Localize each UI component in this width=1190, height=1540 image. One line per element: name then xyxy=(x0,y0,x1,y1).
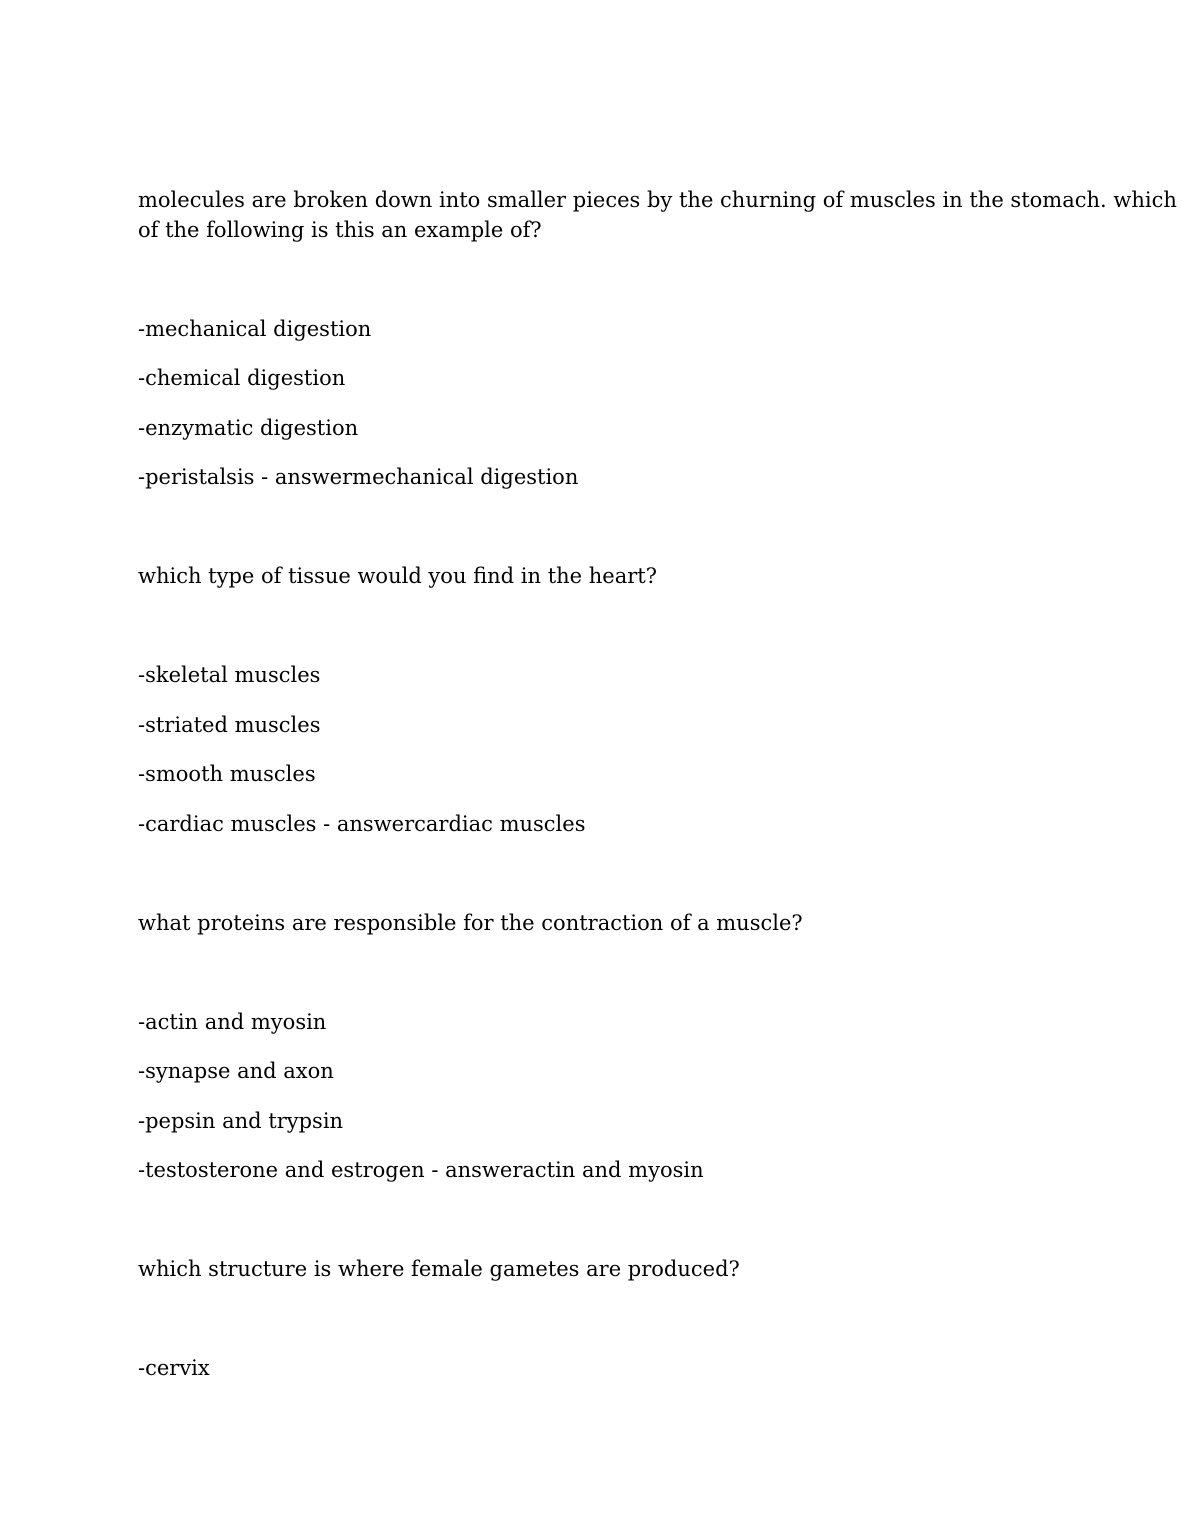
question-1-line-1: molecules are broken down into smaller pieces by the churning of muscles in the stomach. which xyxy=(138,188,1177,212)
question-2-option-2: -striated muscles xyxy=(138,713,321,737)
question-3-option-1: -actin and myosin xyxy=(138,1010,327,1034)
question-3-option-3: -pepsin and trypsin xyxy=(138,1109,344,1133)
question-2-option-3: -smooth muscles xyxy=(138,762,316,786)
question-1-option-3: -enzymatic digestion xyxy=(138,416,359,440)
question-2-option-1: -skeletal muscles xyxy=(138,663,321,687)
question-4-option-1: -cervix xyxy=(138,1356,210,1380)
question-2-option-4-with-answer: -cardiac muscles - answercardiac muscles xyxy=(138,812,586,836)
question-1-option-1: -mechanical digestion xyxy=(138,317,372,341)
question-3-line-1: what proteins are responsible for the contraction of a muscle? xyxy=(138,911,803,935)
question-2-line-1: which type of tissue would you find in the heart? xyxy=(138,564,657,588)
question-3-option-2: -synapse and axon xyxy=(138,1059,334,1083)
question-1-option-4-with-answer: -peristalsis - answermechanical digestion xyxy=(138,465,579,489)
question-3-option-4-with-answer: -testosterone and estrogen - answeractin and myosin xyxy=(138,1158,704,1182)
question-4-line-1: which structure is where female gametes are produced? xyxy=(138,1257,740,1281)
question-1-option-2: -chemical digestion xyxy=(138,366,346,390)
question-1-line-2: of the following is this an example of? xyxy=(138,218,542,242)
